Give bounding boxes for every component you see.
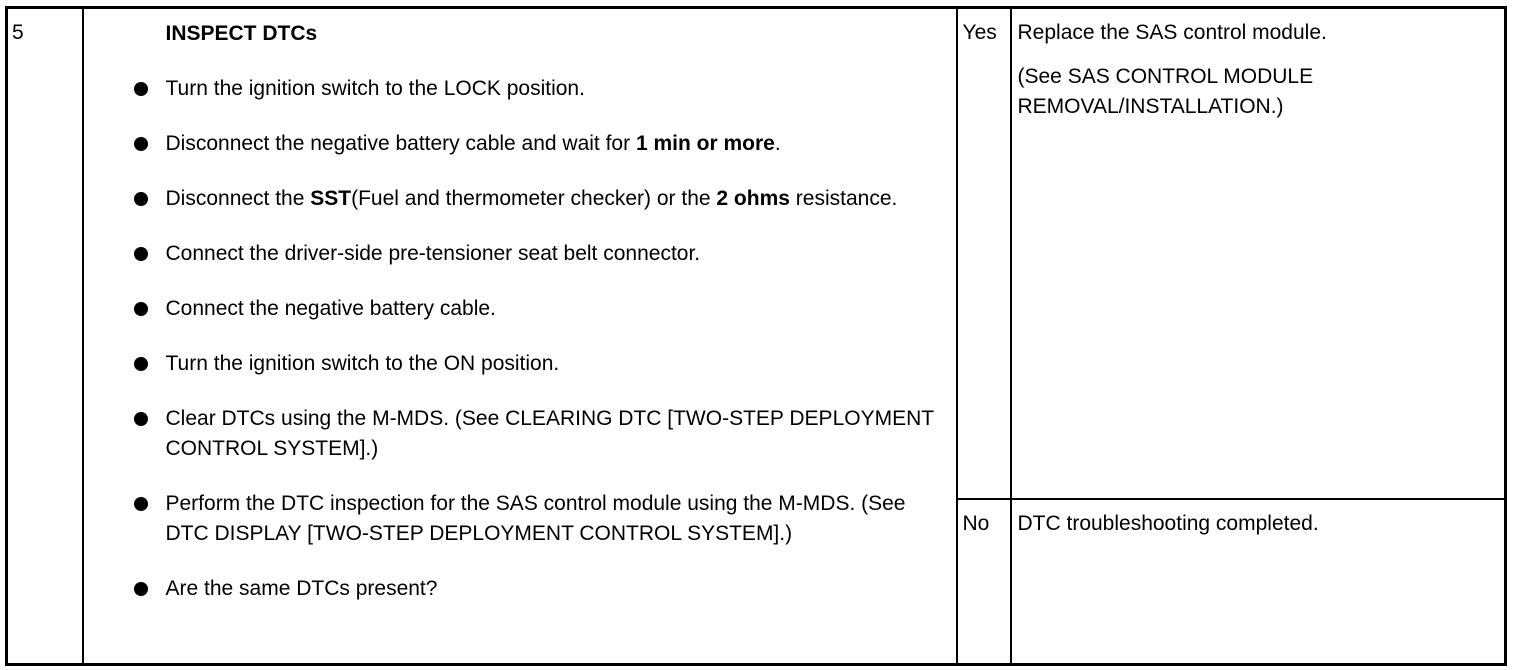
bullet-icon <box>134 82 148 96</box>
instruction-text <box>166 407 934 460</box>
instruction-text <box>166 297 496 320</box>
step-instruction-list <box>84 74 936 604</box>
instruction-text-run: Turn the ignition switch to the LOCK position. <box>165 77 585 100</box>
instruction-text-run: Are the same DTCs present? <box>165 577 438 600</box>
bullet-icon <box>134 137 148 151</box>
bullet-icon <box>134 497 148 511</box>
step-instruction <box>84 239 936 269</box>
yes-result-action: Replace the SAS control module. <box>1017 21 1327 44</box>
yes-result-reference: (See SAS CONTROL MODULE REMOVAL/INSTALLATION.) <box>1017 65 1314 118</box>
yes-label: Yes <box>962 21 997 44</box>
bullet-icon <box>134 582 148 596</box>
instruction-text-run: Connect the driver-side pre-tensioner seat belt connector. <box>165 242 701 265</box>
instruction-text-run: resistance. <box>789 187 898 210</box>
bullet-icon <box>134 192 148 206</box>
instruction-text-run: . <box>774 132 781 155</box>
instruction-text-run: (Fuel and thermometer checker) or the <box>351 187 717 210</box>
emphasized-text: SST <box>310 187 352 210</box>
step-number: 5 <box>12 21 24 44</box>
step-instruction <box>84 184 936 214</box>
step-title: INSPECT DTCs <box>165 22 318 45</box>
step-instruction <box>84 404 936 464</box>
instruction-text-run: Perform the DTC inspection for the SAS control module using the M-MDS. (See DTC DISPLAY [TWO-STEP DEPLOYMENT CONTROL SYSTEM].) <box>165 492 906 545</box>
no-label: No <box>962 511 990 535</box>
no-result-action: DTC troubleshooting completed. <box>1017 511 1319 535</box>
emphasized-text: 1 min or more <box>635 132 775 155</box>
step-instruction <box>84 129 936 159</box>
instruction-text-run: Disconnect the negative battery cable and wait for <box>165 132 636 155</box>
instruction-text-run: Disconnect the <box>165 187 311 210</box>
instruction-text <box>166 77 585 100</box>
bullet-icon <box>134 302 148 316</box>
no-cell <box>957 499 1011 665</box>
instruction-text <box>166 242 701 265</box>
instruction-text <box>166 492 906 545</box>
yes-cell <box>957 8 1011 499</box>
instruction-text-run: Clear DTCs using the M-MDS. (See CLEARING DTC [TWO-STEP DEPLOYMENT CONTROL SYSTEM].) <box>165 407 934 460</box>
step-instruction <box>84 294 936 324</box>
emphasized-text: 2 ohms <box>716 187 790 210</box>
bullet-icon <box>134 247 148 261</box>
instruction-text-run: Connect the negative battery cable. <box>165 297 496 320</box>
instruction-text <box>166 577 438 600</box>
bullet-icon <box>134 412 148 426</box>
step-instruction <box>84 574 936 604</box>
yes-result-cell <box>1011 8 1506 499</box>
instruction-text <box>166 132 781 155</box>
step-instruction <box>84 74 936 104</box>
step-instruction <box>84 489 936 549</box>
step-instruction <box>84 349 936 379</box>
instruction-text-run: Turn the ignition switch to the ON position. <box>165 352 560 375</box>
bullet-icon <box>134 357 148 371</box>
step-number-cell <box>7 8 83 665</box>
troubleshooting-table <box>5 6 1507 666</box>
action-cell <box>83 8 957 665</box>
instruction-text <box>166 352 560 375</box>
instruction-text <box>166 187 898 210</box>
no-result-cell <box>1011 499 1506 665</box>
